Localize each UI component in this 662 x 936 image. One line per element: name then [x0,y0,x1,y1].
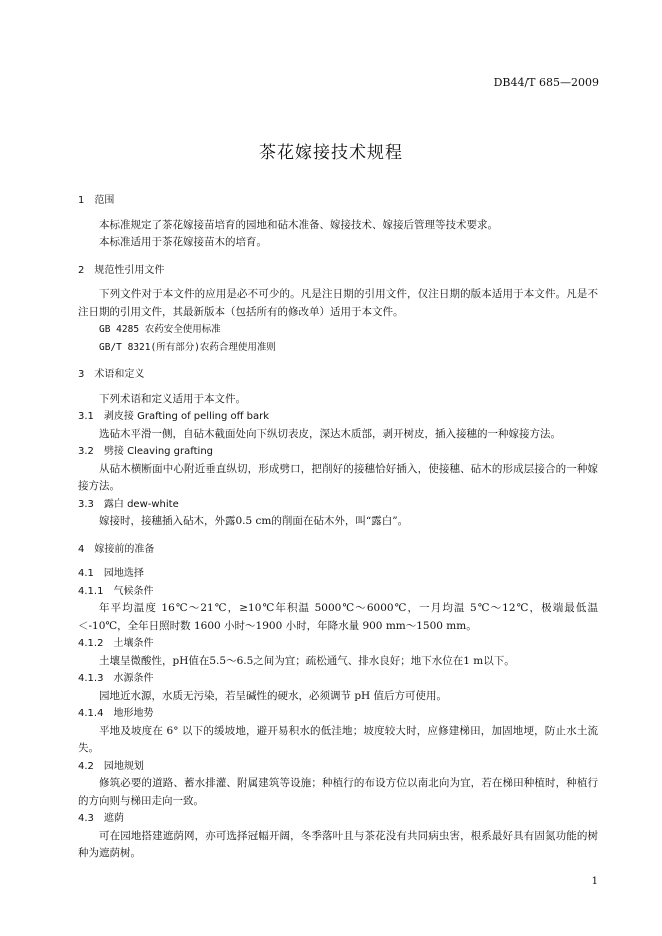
document-number: DB44/T 685—2009 [493,76,599,89]
term-definition: 嫁接时，接穗插入砧木，外露0.5 cm的削面在砧木外，叫“露白”。 [99,515,409,527]
subsection-heading: 4.1.3 水源条件 [78,673,154,684]
section-heading-scope: 1 范围 [78,195,115,206]
subsection-heading: 4.1.4 地形地势 [78,708,154,719]
subsection-heading: 4.1 园地选择 [78,568,144,579]
term-definition: 选砧木平滑一侧，自砧木截面处向下纵切表皮，深达木质部，剥开树皮，插入接穗的一种嫁接方法。 [99,427,561,440]
term-definition: 从砧木横断面中心附近垂直纵切，形成劈口，把削好的接穗恰好插入，使接穗、砧木的形成层接合的一种嫁接方法。 [78,462,598,492]
subsection-heading: 4.2 园地规划 [78,760,144,772]
paragraph: 下列文件对于本文件的应用是必不可少的。凡是注日期的引用文件，仅注日期的版本适用于本文件。凡是不注日期的引用文件，其最新版本（包括所有的修改单）适用于本文件。 [78,288,598,318]
paragraph: 下列术语和定义适用于本文件。 [99,392,246,405]
reference-item: GB/T 8321(所有部分)农药合理使用准则 [99,341,276,353]
paragraph: 土壤呈微酸性，pH值在5.5～6.5之间为宜；疏松通气、排水良好；地下水位在1 m以下。 [99,654,515,667]
subsection-heading: 4.1.1 气候条件 [78,585,154,597]
section-heading-normative-references: 2 规范性引用文件 [78,264,165,276]
paragraph: 本标准规定了茶花嫁接苗培育的园地和砧木准备、嫁接技术、嫁接后管理等技术要求。 [99,218,498,231]
paragraph: 年平均温度 16℃～21℃，≥10℃年积温 5000℃～6000℃，一月均温 5℃～12℃，极端最低温＜-10℃，全年日照时数 1600 小时～1900 小时，年降水量 900 mm～1500 mm。 [78,602,598,632]
section-heading-terms: 3 术语和定义 [78,369,145,380]
paragraph: 可在园地搭建遮荫网，亦可选择冠幅开阔，冬季落叶且与茶花没有共同病虫害，根系最好具有固氮功能的树种为遮荫树。 [78,829,598,859]
subsection-heading: 4.3 遮荫 [78,813,124,824]
term-heading: 3.1 剥皮接 Grafting of pelling off bark [78,411,270,422]
subsection-heading: 4.1.2 土壤条件 [78,638,154,649]
document-title: 茶花嫁接技术规程 [259,143,403,163]
paragraph: 园地近水源，水质无污染，若呈碱性的硬水，必须调节 pH 值后方可使用。 [99,689,448,702]
section-heading-preparation: 4 嫁接前的准备 [78,543,155,555]
paragraph: 平地及坡度在 6° 以下的缓坡地，避开易积水的低洼地；坡度较大时，应修建梯田，加固地埂，防止水土流失。 [78,724,598,754]
reference-item: GB 4285 农药安全使用标准 [99,324,221,335]
term-heading: 3.3 露白 dew-white [78,498,179,510]
paragraph: 本标准适用于茶花嫁接苗木的培育。 [99,236,267,248]
paragraph: 修筑必要的道路、蓄水排灌、附属建筑等设施；种植行的布设方位以南北向为宜，若在梯田种植时，种植行的方向则与梯田走向一致。 [78,777,598,807]
term-heading: 3.2 劈接 Cleaving grafting [78,446,214,457]
document-body [78,192,598,863]
page-number: 1 [591,876,598,887]
